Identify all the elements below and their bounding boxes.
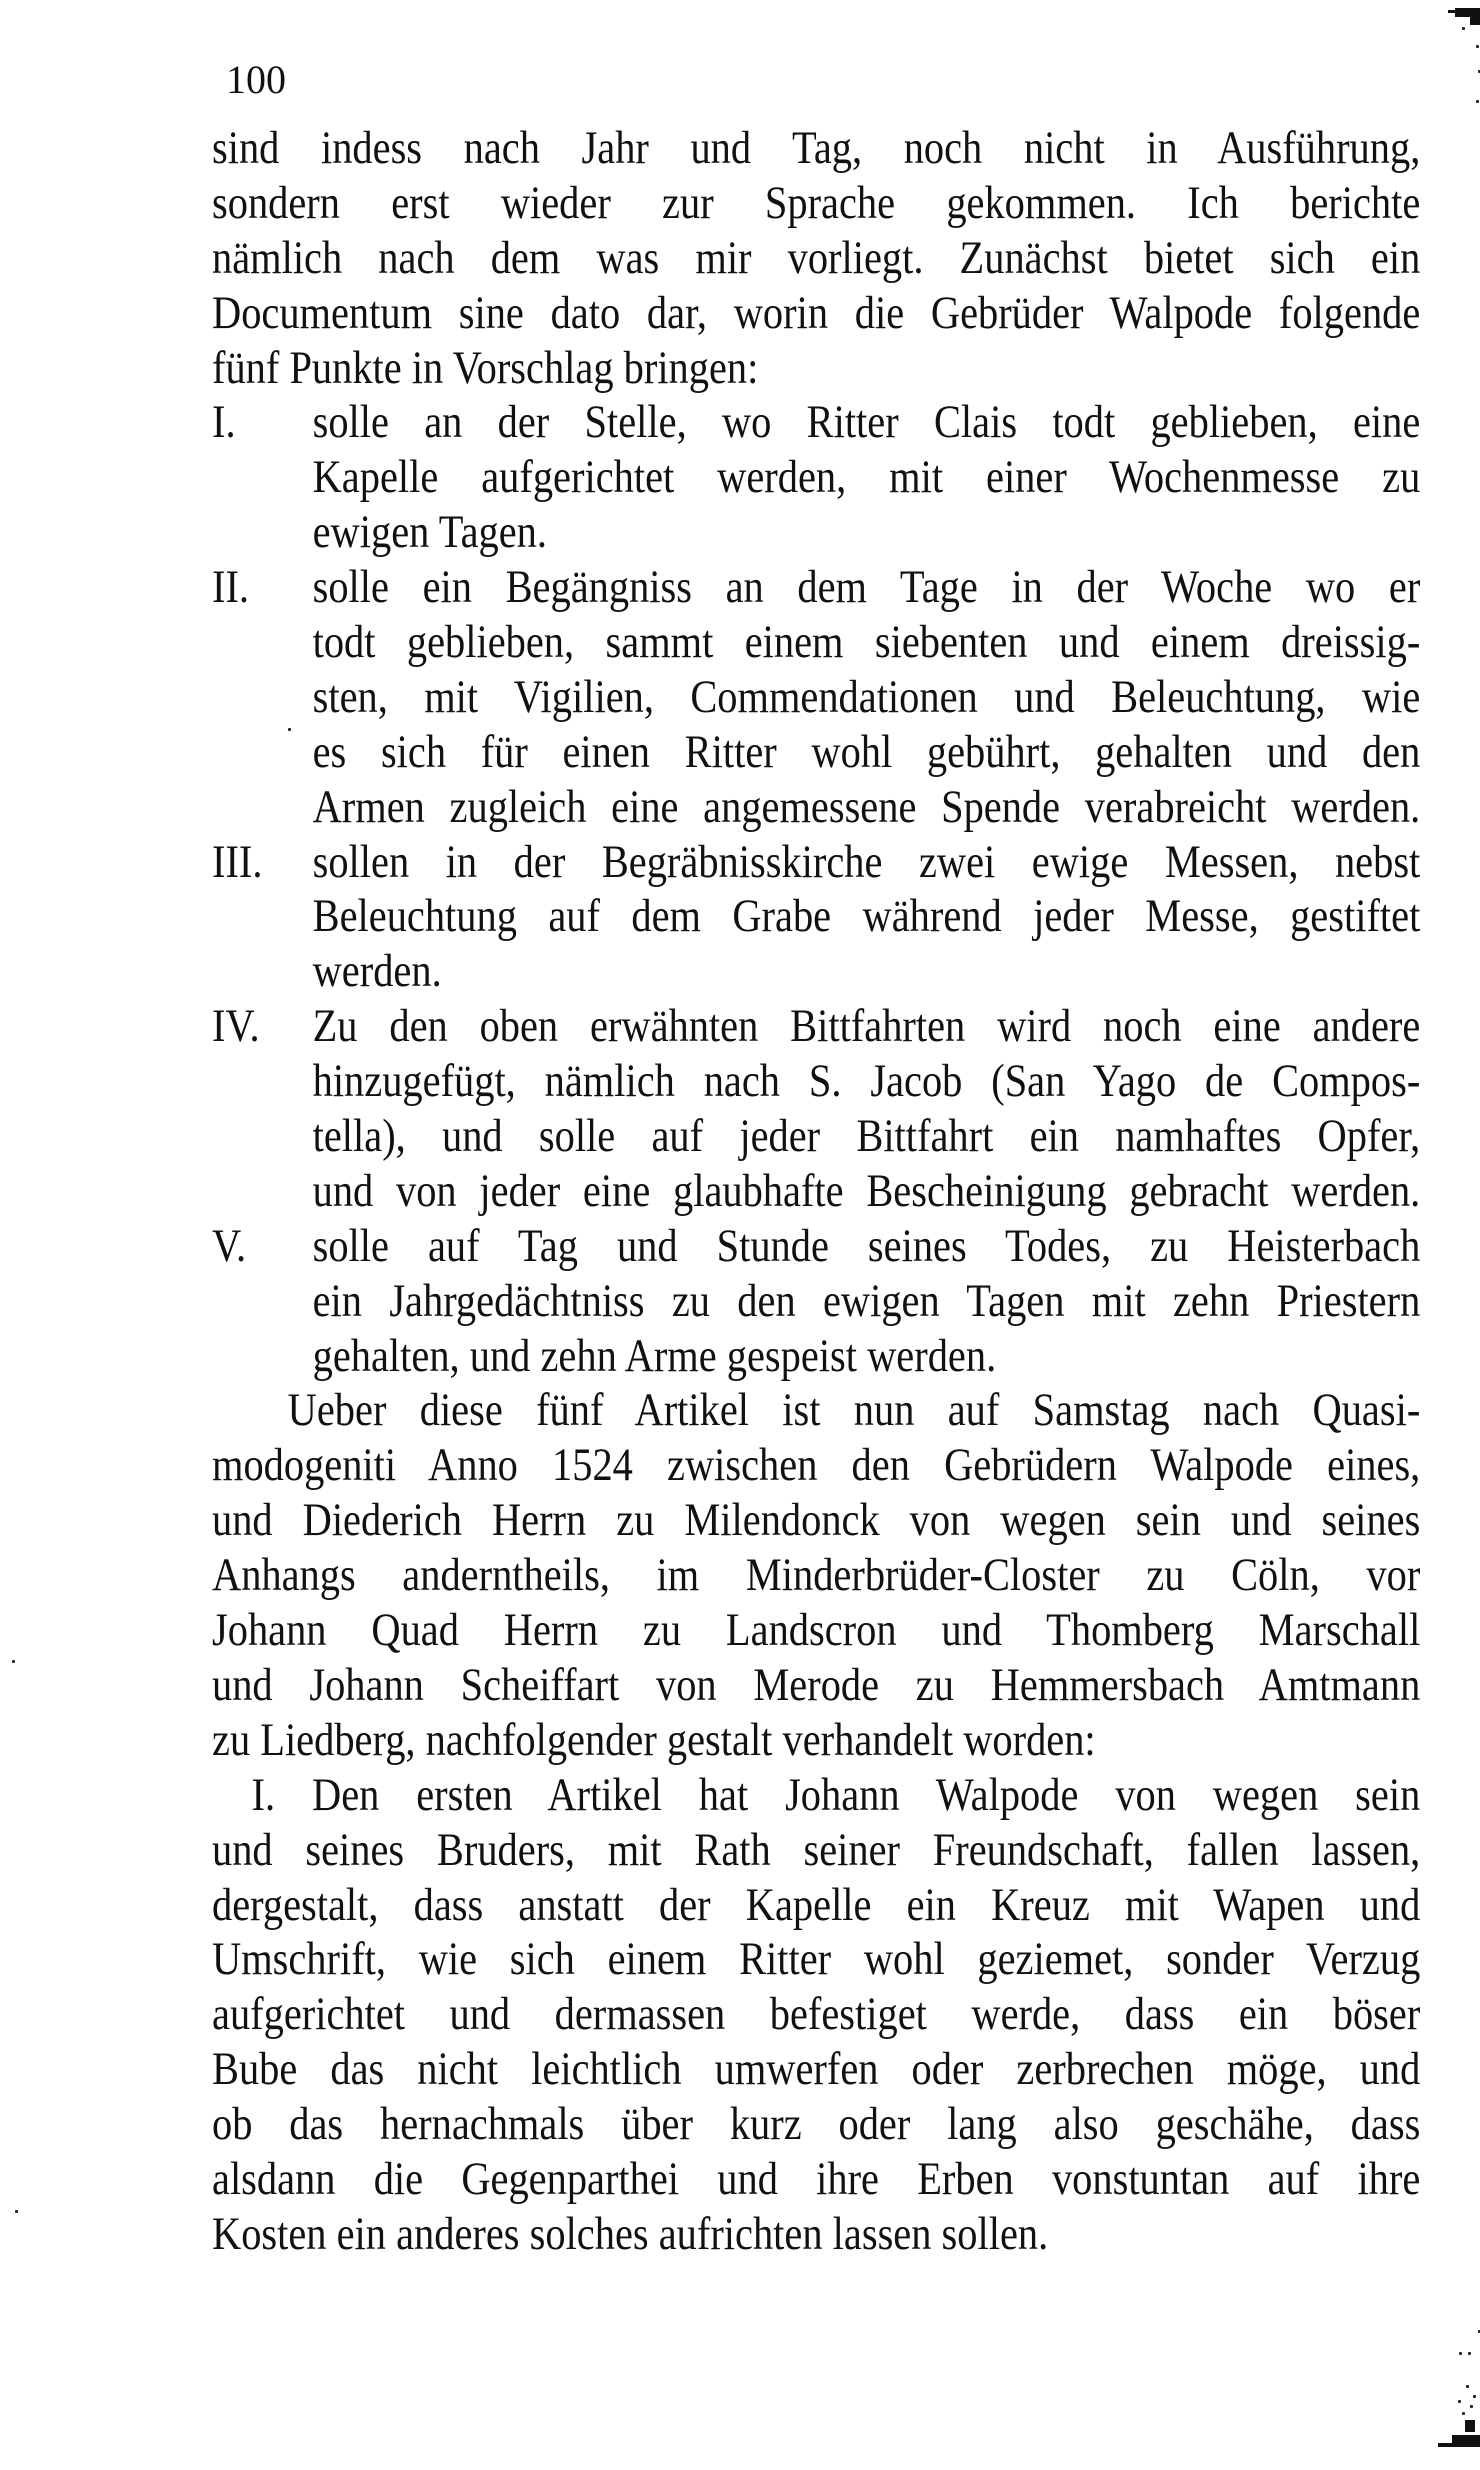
- text-line: und von jeder eine glaubhafte Bescheinigung gebracht werden.: [312, 1164, 1421, 1217]
- text-line: Documentum sine dato dar, worin die Gebrüder Walpode folgende: [212, 286, 1421, 339]
- text-line: sten, mit Vigilien, Commendationen und Beleuchtung, wie: [312, 670, 1421, 723]
- text-line: Kosten ein anderes solches aufrichten lassen sollen.: [212, 2207, 1049, 2260]
- text-line: alsdann die Gegenparthei und ihre Erben vonstuntan auf ihre: [212, 2152, 1421, 2205]
- text-line: es sich für einen Ritter wohl gebührt, gehalten und den: [312, 725, 1421, 778]
- text-line: I. Den ersten Artikel hat Johann Walpode von wegen sein: [251, 1768, 1421, 1821]
- text-line: sind indess nach Jahr und Tag, noch nicht in Ausführung,: [212, 122, 1421, 174]
- text-line: sollen in der Begräbnisskirche zwei ewige Messen, nebst: [312, 835, 1421, 888]
- text-line: ein Jahrgedächtniss zu den ewigen Tagen mit zehn Priestern: [312, 1274, 1421, 1327]
- text-line: modogeniti Anno 1524 zwischen den Gebrüdern Walpode eines,: [212, 1439, 1421, 1492]
- text-line: solle auf Tag und Stunde seines Todes, zu Heisterbach: [312, 1219, 1421, 1272]
- text-line: Armen zugleich eine angemessene Spende verabreicht werden.: [312, 780, 1421, 833]
- text-line: und seines Bruders, mit Rath seiner Freundschaft, fallen lassen,: [212, 1823, 1421, 1876]
- intro-paragraph: [212, 121, 1420, 395]
- text-line: Bube das nicht leichtlich umwerfen oder zerbrechen möge, und: [212, 2043, 1421, 2096]
- point-line: [212, 560, 1420, 615]
- text-line: Beleuchtung auf dem Grabe während jeder Messe, gestiftet: [312, 890, 1421, 943]
- roman-numeral: II.: [212, 561, 250, 614]
- text-line: Zu den oben erwähnten Bittfahrten wird noch eine andere: [312, 1000, 1421, 1053]
- text-line: ewigen Tagen.: [312, 506, 547, 559]
- page-number: 100: [226, 57, 286, 102]
- text-line: solle ein Begängniss an dem Tage in der Woche wo er: [312, 561, 1421, 614]
- text-line: todt geblieben, sammt einem siebenten und einem dreissig-: [312, 616, 1421, 669]
- roman-numeral: I.: [212, 396, 236, 449]
- text-line: gehalten, und zehn Arme gespeist werden.: [312, 1329, 997, 1382]
- point-item: [212, 835, 1420, 1000]
- text-line: und Johann Scheiffart von Merode zu Hemmersbach Amtmann: [212, 1658, 1421, 1711]
- text-line: aufgerichtet und dermassen befestiget werde, dass ein böser: [212, 1988, 1421, 2041]
- point-line: [212, 1219, 1420, 1274]
- text-line: werden.: [312, 945, 442, 998]
- point-item: [212, 560, 1420, 834]
- point-line: [212, 835, 1420, 890]
- roman-numeral: V.: [212, 1219, 247, 1272]
- text-line: Kapelle aufgerichtet werden, mit einer Wochenmesse zu: [312, 451, 1421, 504]
- text-line: Johann Quad Herrn zu Landscron und Thomberg Marschall: [212, 1604, 1421, 1657]
- text-line: tella), und solle auf jeder Bittfahrt ein namhaftes Opfer,: [312, 1110, 1421, 1163]
- page-text: [212, 121, 1420, 2262]
- text-line: fünf Punkte in Vorschlag bringen:: [212, 341, 759, 394]
- text-line: solle an der Stelle, wo Ritter Clais todt geblieben, eine: [312, 396, 1421, 449]
- text-line: und Diederich Herrn zu Milendonck von wegen sein und seines: [212, 1494, 1421, 1547]
- roman-numeral: IV.: [212, 1000, 260, 1053]
- negotiation-paragraph: [212, 1383, 1420, 1767]
- article-paragraph: [212, 1768, 1420, 2262]
- text-line: nämlich nach dem was mir vorliegt. Zunächst bietet sich ein: [212, 231, 1421, 284]
- point-line: [212, 395, 1420, 450]
- point-line: [212, 999, 1420, 1054]
- point-item: [212, 1219, 1420, 1384]
- text-line: dergestalt, dass anstatt der Kapelle ein Kreuz mit Wapen und: [212, 1878, 1421, 1931]
- text-line: hinzugefügt, nämlich nach S. Jacob (San Yago de Compos-: [312, 1055, 1421, 1108]
- point-item: [212, 999, 1420, 1219]
- roman-numeral: III.: [212, 835, 263, 888]
- text-line: Umschrift, wie sich einem Ritter wohl geziemet, sonder Verzug: [212, 1933, 1421, 1986]
- text-line: Ueber diese fünf Artikel ist nun auf Samstag nach Quasi-: [287, 1384, 1421, 1437]
- text-line: ob das hernachmals über kurz oder lang also geschähe, dass: [212, 2098, 1421, 2151]
- text-line: Anhangs anderntheils, im Minderbrüder-Closter zu Cöln, vor: [212, 1549, 1421, 1602]
- text-line: zu Liedberg, nachfolgender gestalt verhandelt worden:: [212, 1713, 1096, 1766]
- text-line: sondern erst wieder zur Sprache gekommen. Ich berichte: [212, 176, 1421, 229]
- point-item: [212, 395, 1420, 560]
